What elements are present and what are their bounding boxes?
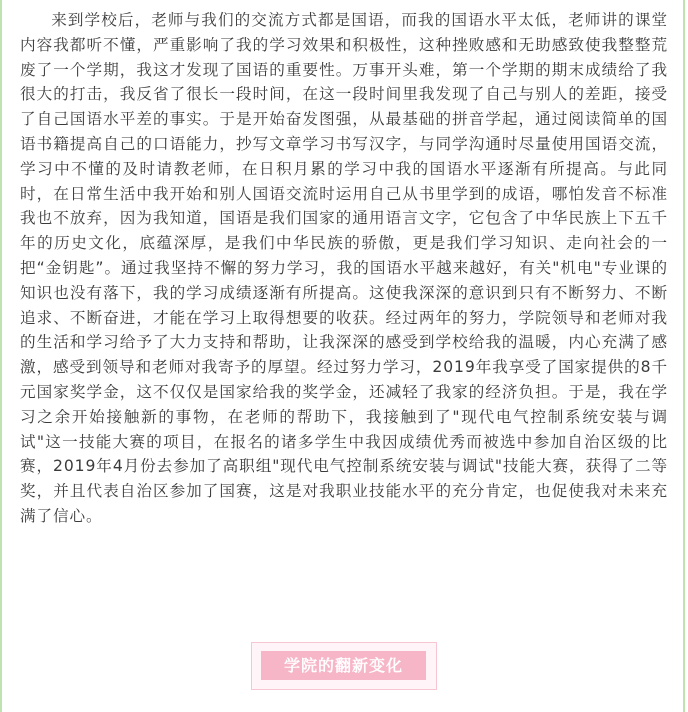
section-heading-frame [251, 642, 437, 690]
section-heading: 学院的翻新变化 [261, 651, 426, 680]
article-paragraph: 来到学校后，老师与我们的交流方式都是国语，而我的国语水平太低，老师讲的课堂内容我都听不懂，严重影响了我的学习效果和积极性，这种挫败感和无助感致使我整整荒废了一个学期，我这才发现了国语的重要性。万事开头难，第一个学期的期末成绩给了我很大的打击，我反省了很长一段时间，在这一段时间里我发现了自己与别人的差距，接受了自己国语水平差的事实。于是开始奋发图强，从最基础的拼音学起，通过阅读简单的国语书籍提高自己的口语能力，抄写文章学习书写汉字，与同学沟通时尽量使用国语交流，学习中不懂的及时请教老师，在日积月累的学习中我的国语水平逐渐有所提高。与此同时，在日常生活中我开始和别人国语交流时运用自己从书里学到的成语，哪怕发音不标准我也不放弃，因为我知道，国语是我们国家的通用语言文字，它包含了中华民族上下五千年的历史文化，底蕴深厚，是我们中华民族的骄傲，更是我们学习知识、走向社会的一把“金钥匙”。通过我坚持不懈的努力学习，我的国语水平越来越好，有关"机电"专业课的知识也没有落下，我的学习成绩逐渐有所提高。这使我深深的意识到只有不断努力、不断追求、不断奋进，才能在学习上取得想要的收获。经过两年的努力，学院领导和老师对我的生活和学习给予了大力支持和帮助，让我深深的感受到学校给我的温暖，内心充满了感激，感受到领导和老师对我寄予的厚望。经过努力学习，2019年我享受了国家提供的8千元国家奖学金，这不仅仅是国家给我的奖学金，还减轻了我家的经济负担。于是，我在学习之余开始接触新的事物，在老师的帮助下，我接触到了"现代电气控制系统安装与调试"这一技能大赛的项目，在报名的诸多学生中我因成绩优秀而被选中参加自治区级的比赛，2019年4月份去参加了高职组"现代电气控制系统安装与调试"技能大赛，获得了二等奖，并且代表自治区参加了国赛，这是对我职业技能水平的充分肯定，也促使我对未来充满了信心。 [20, 11, 668, 525]
